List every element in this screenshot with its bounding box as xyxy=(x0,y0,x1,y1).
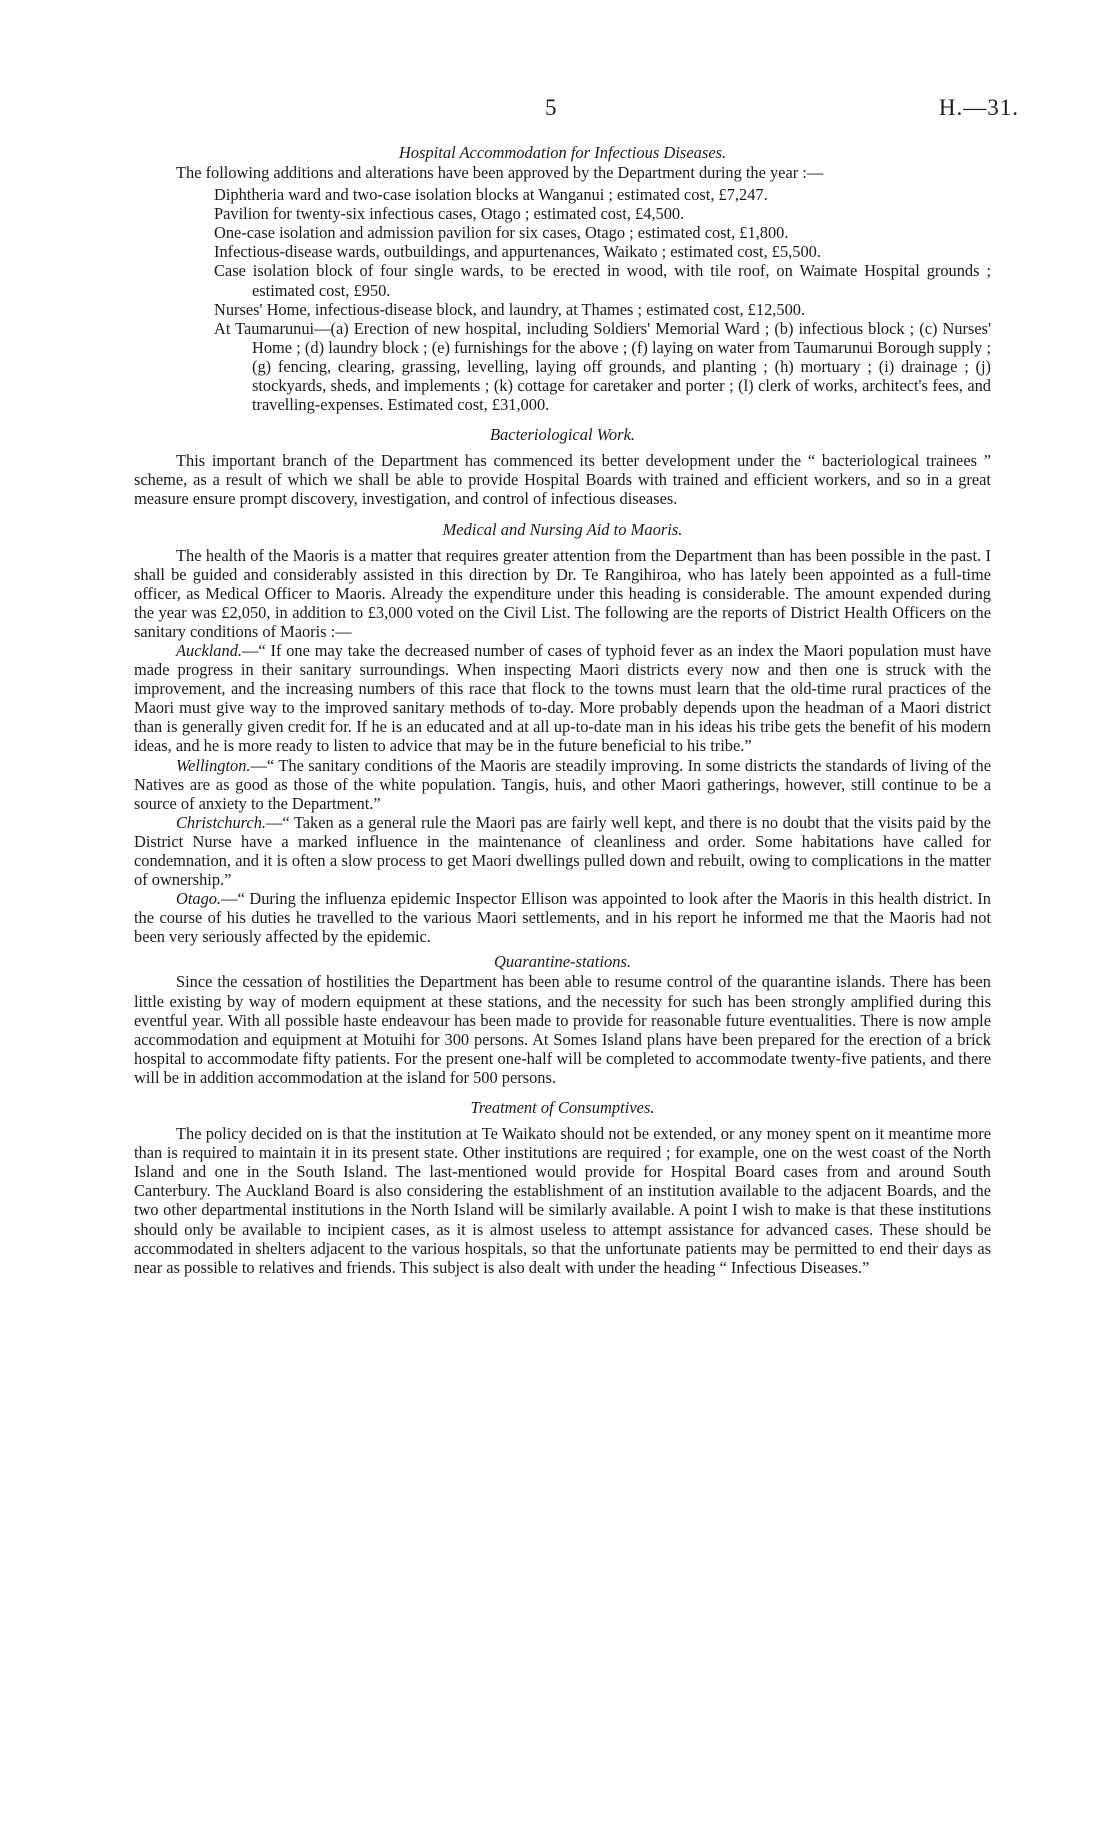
report-text: —“ During the influenza epidemic Inspector Ellison was appointed to look after the Maoris in this health district. In the course of his duties he travelled to the various Maori settlements, and in his report he informed me that the Maoris had not been very seriously affected by the epidemic. xyxy=(134,889,991,947)
list-item: Case isolation block of four single wards, to be erected in wood, with tile roof, on Waimate Hospital grounds ; estimated cost, £950. xyxy=(214,261,991,300)
section-heading: Quarantine-stations. xyxy=(493,952,632,972)
page-header xyxy=(0,95,1114,125)
report-auckland xyxy=(134,641,991,756)
section-quarantine-stations xyxy=(134,952,991,1087)
section-maori-aid xyxy=(134,520,991,947)
district-name: Auckland. xyxy=(176,640,242,660)
report-text: —“ The sanitary conditions of the Maoris are steadily improving. In some districts the standards of living of the Natives are as good as those of the white population. Tangis, huis, and other Maori gatherings, however, still continue to be a source of anxiety to the Department.” xyxy=(134,755,991,813)
report-text: —“ Taken as a general rule the Maori pas are fairly well kept, and there is no doubt that the visits paid by the District Nurse have a marked influence in the maintenance of cleanliness and order. Some habitations have called for condemnation, and it is often a slow process to get Maori dwellings pulled down and rebuilt, owing to complications in the matter of ownership.” xyxy=(134,812,991,890)
paragraph: Since the cessation of hostilities the Department has been able to resume control of the quarantine islands. There has been little existing by way of modern equipment at these stations, and the necessity for such has been strongly amplified during this eventful year. With all possible haste endeavour has been made to provide for reasonable future eventualities. There is now ample accommodation and equipment at Motuihi for 300 persons. At Somes Island plans have been prepared for the erection of a brick hospital to accommodate fifty patients. For the present one-half will be completed to accommodate twenty-five patients, and there will be in addition accommodation at the island for 500 persons. xyxy=(134,972,991,1087)
paragraph: This important branch of the Department has commenced its better development under the “ bacteriological trainees ” scheme, as a result of which we shall be able to provide Hospital Boards with trained and efficient workers, and so in a great measure ensure prompt discovery, investigation, and control of infectious diseases. xyxy=(134,451,991,509)
district-name: Otago. xyxy=(176,889,222,909)
report-wellington xyxy=(134,756,991,813)
works-list xyxy=(134,185,991,414)
list-item: One-case isolation and admission pavilion for six cases, Otago ; estimated cost, £1,800. xyxy=(214,223,789,243)
district-name: Wellington. xyxy=(176,755,251,775)
list-item: At Taumarunui—(a) Erection of new hospital, including Soldiers' Memorial Ward ; (b) infectious block ; (c) Nurses' Home ; (d) laundry block ; (e) furnishings for the above ; (f) laying on water from Taumarunui Borough supply ; (g) fencing, clearing, grassing, levelling, laying off grounds, and planting ; (h) mortuary ; (i) drainage ; (j) stockyards, sheds, and implements ; (k) cottage for caretaker and porter ; (l) clerk of works, architect's fees, and travelling-expenses. Estimated cost, £31,000. xyxy=(214,318,991,415)
report-christchurch xyxy=(134,813,991,889)
section-heading: Hospital Accommodation for Infectious Diseases. xyxy=(398,143,727,162)
paragraph: The following additions and alterations have been approved by the Department during the year :— xyxy=(176,163,824,182)
page-number: 5 xyxy=(545,95,557,120)
report-text: —“ If one may take the decreased number of cases of typhoid fever as an index the Maori population must have made progress in their sanitary surroundings. When inspecting Maori districts every now and then one is struck with the improvement, and the increasing numbers of this race that flock to the towns must learn that the old-time rural practices of the Maori must give way to the improved sanitary methods of to-day. More probably depends upon the headman of a Maori district than is generally given credit for. If he is an educated and at all up-to-date man in his ideas his tribe gets the benefit of his modern ideas, and he is more ready to listen to advice that may be in the future beneficial to his tribe.” xyxy=(134,640,991,756)
section-bacteriological-work xyxy=(134,425,991,508)
list-item: Diphtheria ward and two-case isolation blocks at Wanganui ; estimated cost, £7,247. xyxy=(214,185,768,205)
section-heading: Bacteriological Work. xyxy=(489,425,636,445)
list-item: Nurses' Home, infectious-disease block, and laundry, at Thames ; estimated cost, £12,500. xyxy=(214,299,806,319)
section-infectious-accommodation xyxy=(134,143,991,414)
paragraph: The policy decided on is that the institution at Te Waikato should not be extended, or any money spent on it meantime more than is required to maintain it in its present state. Other institutions are required ; for example, one on the west coast of the North Island and one in the South Island. The last-mentioned would provide for Hospital Board cases from and around South Canterbury. The Auckland Board is also considering the establishment of an institution available to the adjacent Boards, and the two other departmental institutions in the North Island will be similarly available. A point I wish to make is that these institutions should only be available to incipient cases, as it is almost useless to attempt assistance for advanced cases. These should be accommodated in shelters adjacent to the various hospitals, so that the unfortunate patients may be permitted to end their days as near as possible to relatives and friends. This subject is also dealt with under the heading “ Infectious Diseases.” xyxy=(134,1124,991,1277)
list-item: Infectious-disease wards, outbuildings, and appurtenances, Waikato ; estimated cost, £5,500. xyxy=(214,242,821,262)
district-name: Christchurch. xyxy=(176,812,266,832)
page-body xyxy=(134,143,991,1277)
list-item: Pavilion for twenty-six infectious cases, Otago ; estimated cost, £4,500. xyxy=(214,204,685,224)
report-otago xyxy=(134,889,991,946)
section-heading: Treatment of Consumptives. xyxy=(470,1098,655,1118)
section-heading: Medical and Nursing Aid to Maoris. xyxy=(442,519,683,539)
section-consumptives xyxy=(134,1098,991,1277)
paragraph: The health of the Maoris is a matter that requires greater attention from the Department than has been possible in the past. I shall be guided and considerably assisted in this direction by Dr. Te Rangihiroa, who has lately been appointed as a full-time officer, as Medical Officer to Maoris. Already the expenditure under this heading is considerable. The amount expended during the year was £2,050, in addition to £3,000 voted on the Civil List. The following are the reports of District Health Officers on the sanitary conditions of Maoris :— xyxy=(134,545,991,641)
document-reference: H.—31. xyxy=(938,95,1019,120)
